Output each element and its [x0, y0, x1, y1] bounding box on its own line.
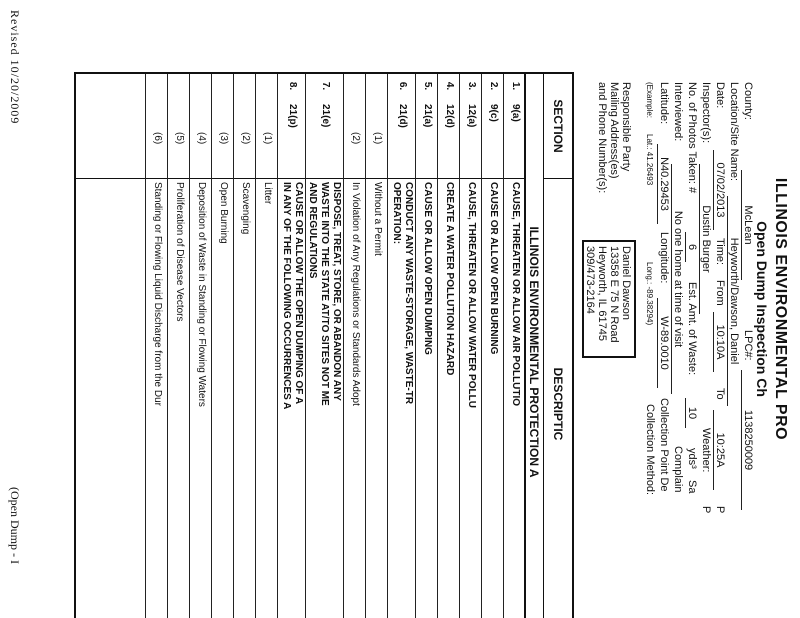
page-fragment: P — [714, 506, 726, 514]
lpc-label: LPC#: — [742, 330, 754, 361]
row-section: 21(p) — [287, 104, 298, 128]
row-description: CAUSE, THREATEN OR ALLOW WATER POLLU — [466, 182, 477, 408]
table-row — [167, 74, 190, 618]
collection-method-fragment: Collection Method: — [644, 404, 656, 496]
row-section: (1) — [262, 132, 273, 145]
row-number: 7. — [320, 81, 331, 91]
table-header — [524, 74, 572, 618]
row-section: (6) — [152, 132, 163, 145]
county-value: McLean — [741, 170, 754, 280]
table-row — [189, 74, 212, 618]
weather-label: Weather: — [700, 428, 712, 473]
row-section: (1) — [372, 132, 383, 145]
phone-number-label: and Phone Number(s): — [596, 82, 608, 194]
row-section: (4) — [196, 132, 207, 145]
row-number: 4. — [444, 81, 455, 91]
inspector-label: Inspector(s): — [700, 82, 712, 144]
row-description: CAUSE, THREATEN OR ALLOW AIR POLLUTIO — [510, 182, 521, 407]
row-description: Deposition of Waste in Standing or Flowing Waters — [196, 182, 207, 407]
county-label: County: — [742, 82, 754, 120]
waste-fragment: Sa — [686, 480, 698, 494]
row-description: CAUSE OR ALLOW OPEN DUMPING — [422, 182, 433, 355]
row-number: 1. — [510, 81, 521, 91]
row-description: AND REGULATIONS — [307, 182, 318, 279]
row-section: (2) — [350, 132, 361, 145]
time-to-label: To — [714, 388, 726, 400]
example-long: Long.: -89.38294) — [645, 262, 654, 326]
row-description: CAUSE OR ALLOW OPEN BURNING — [488, 182, 499, 355]
form-name: (Open Dump - I — [8, 487, 22, 564]
row-number: 2. — [488, 81, 499, 91]
photos-label: No. of Photos Taken: # — [686, 82, 698, 194]
row-section: 21(d) — [397, 104, 408, 128]
table-row — [343, 74, 366, 618]
weather-fragment: P — [700, 506, 712, 514]
table-row — [481, 74, 504, 618]
violations-table — [74, 72, 574, 618]
table-row — [437, 74, 460, 618]
longitude-value: W-89.0010 — [657, 298, 670, 388]
row-number: 8. — [287, 81, 298, 91]
table-row — [233, 74, 256, 618]
agency-title: ILLINOIS ENVIRONMENTAL PRO — [772, 177, 789, 441]
interviewed-value: No one home at time of visit — [671, 164, 684, 394]
inspector-value: Dustin Burger — [699, 164, 712, 314]
table-row — [211, 74, 234, 618]
table-row — [277, 74, 306, 618]
row-description: Proliferation of Disease Vectors — [174, 182, 185, 322]
time-from-label: From — [714, 280, 726, 306]
example-lat: Lat.: 41.26493 — [645, 134, 654, 186]
table-row — [459, 74, 482, 618]
location-label: Location/Site Name: — [728, 82, 740, 182]
party-street: 13358 E 75 N Road — [608, 246, 620, 343]
row-number: 6. — [397, 81, 408, 91]
responsible-party-box — [582, 240, 636, 358]
row-description: CREATE A WATER POLLUTION HAZARD — [444, 182, 455, 376]
party-name: Daniel Dawson — [620, 246, 632, 320]
interviewed-label: Interviewed: — [672, 82, 684, 142]
row-section: (2) — [240, 132, 251, 145]
description-column-header: DESCRIPTIC — [551, 367, 565, 441]
time-from-value: 10:10A — [713, 312, 726, 372]
mailing-address-label: Mailing Address(es) — [608, 82, 620, 179]
row-description: Litter — [262, 182, 273, 205]
party-city: Heyworth, IL 61745 — [596, 246, 608, 341]
photos-value: 6 — [685, 232, 698, 262]
table-row — [145, 74, 168, 618]
party-phone: 309/473-2164 — [584, 246, 596, 314]
row-section: 12(d) — [444, 104, 455, 128]
row-description: Scavenging — [240, 182, 251, 235]
row-description: OPERATION: — [391, 182, 402, 245]
table-row — [305, 74, 344, 618]
row-description: Without a Permit — [372, 182, 383, 256]
row-description: In Violation of Any Regulations or Standards Adopt — [350, 182, 361, 406]
row-section: 9(a) — [510, 104, 521, 122]
waste-label: Est. Amt. of Waste: — [686, 282, 698, 376]
waste-unit: yds³ — [686, 448, 698, 469]
row-section: (3) — [218, 132, 229, 145]
revised-date: Revised 10/20/2009 — [8, 10, 22, 125]
row-description: DISPOSE, TREAT, STORE, OR ABANDON ANY — [331, 182, 342, 401]
row-description: CONDUCT ANY WASTE-STORAGE, WASTE-TR — [403, 182, 414, 405]
row-description: Open Burning — [218, 182, 229, 244]
table-row — [387, 74, 416, 618]
time-label: Time: — [714, 238, 726, 266]
date-value: 07/02/2013 — [713, 150, 726, 230]
longitude-label: Longitude: — [658, 232, 670, 284]
table-row — [503, 74, 526, 618]
row-description: CAUSE OR ALLOW THE OPEN DUMPING OF A — [293, 182, 304, 405]
example-label: (Example: — [645, 82, 654, 119]
section-column-header: SECTION — [544, 74, 572, 179]
row-section: (5) — [174, 132, 185, 145]
table-row — [255, 74, 278, 618]
latitude-label: Latitude: — [658, 82, 670, 125]
complaint-fragment: Complain — [672, 446, 684, 493]
agency-subheader: ILLINOIS ENVIRONMENTAL PROTECTION A — [525, 74, 544, 618]
row-number: 5. — [422, 81, 433, 91]
location-value: Heyworth/Dawson, Daniel — [727, 196, 740, 406]
latitude-value: N40.29453 — [657, 144, 670, 224]
waste-value: 10 — [685, 398, 698, 428]
table-row — [415, 74, 438, 618]
time-to-value: 10:25A — [713, 410, 726, 490]
date-label: Date: — [714, 82, 726, 109]
table-row — [365, 74, 388, 618]
responsible-party-label: Responsible Party — [620, 82, 632, 172]
collection-point-fragment: Collection Point De — [658, 398, 670, 492]
row-description: IN ANY OF THE FOLLOWING OCCURRENCES A — [281, 182, 292, 410]
row-section: 12(a) — [466, 104, 477, 128]
row-description: Standing or Flowing Liquid Discharge from the Dur — [152, 182, 163, 406]
row-description: WASTE INTO THE STATE AT/TO SITES NOT ME — [319, 182, 330, 406]
row-section: 21(e) — [320, 104, 331, 128]
row-section: 21(a) — [422, 104, 433, 128]
row-number: 3. — [466, 81, 477, 91]
lpc-value: 1138250009 — [741, 370, 754, 510]
row-section: 9(c) — [488, 104, 499, 122]
form-title: Open Dump Inspection Ch — [754, 221, 770, 397]
